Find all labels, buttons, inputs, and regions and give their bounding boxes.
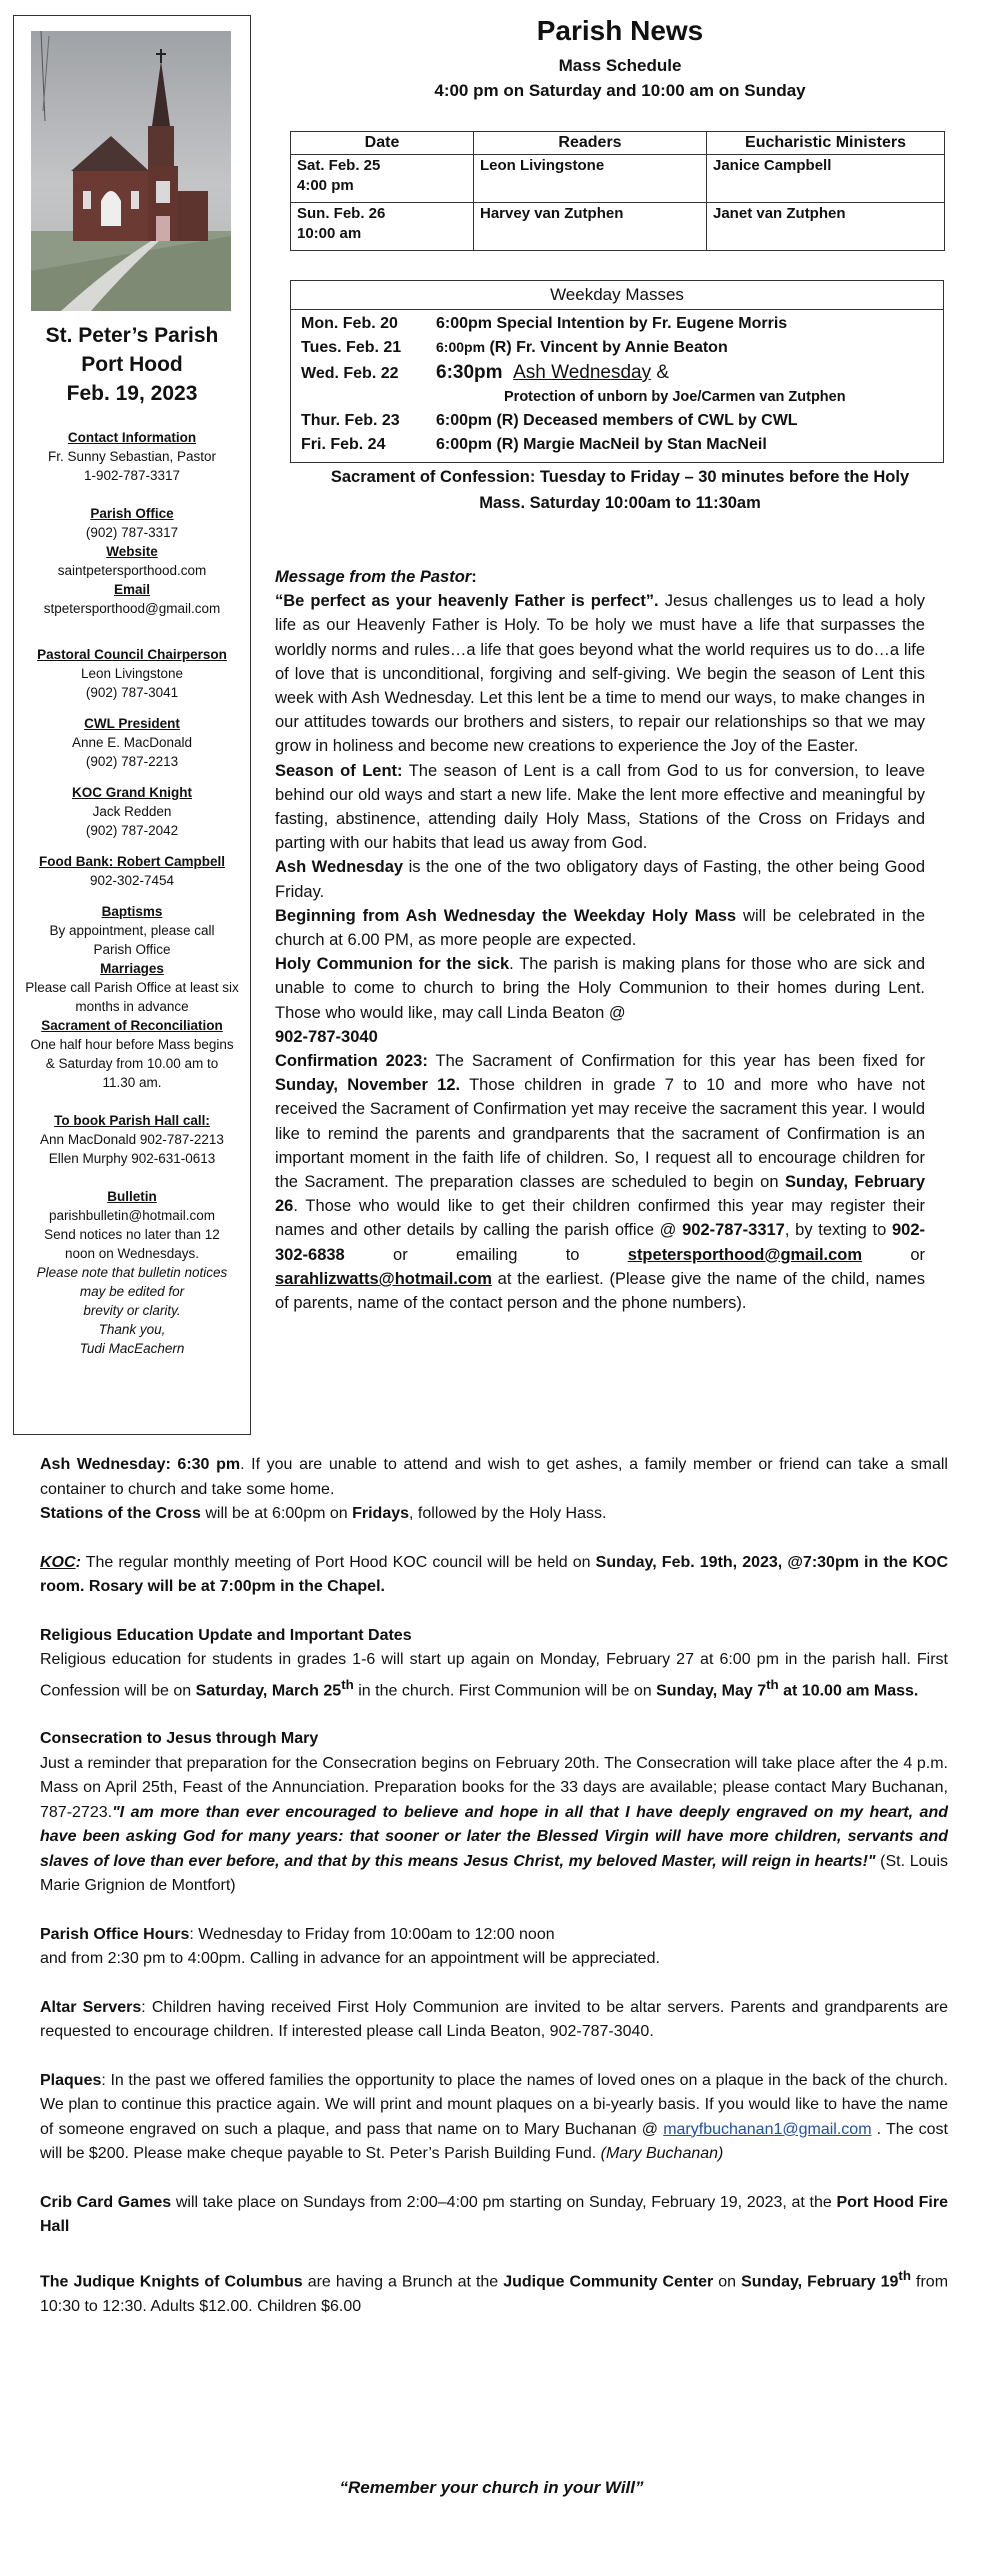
hall-line1: Ann MacDonald 902-787-2213 (40, 1132, 224, 1147)
ash-label: Ash Wednesday (275, 858, 404, 877)
pastor-quote: “Be perfect as your heavenly Father is perfect”. (275, 592, 659, 611)
date-cell (291, 155, 474, 203)
plaques-label: Plaques (40, 2071, 102, 2089)
baptisms-heading: Baptisms (101, 904, 163, 919)
mary-email-link[interactable]: maryfbuchanan1@gmail.com (663, 2120, 872, 2138)
judique-text: on (713, 2273, 742, 2291)
koc-meeting-time: Sunday, Feb. 19th, 2023, @7:30pm in the KOC room. Rosary will be at 7:00pm in the Chapel. (40, 1553, 948, 1595)
first-confession-date: Saturday, March 25 (195, 1681, 342, 1699)
website-heading: Website (106, 544, 158, 559)
weekday-intention-tail: & (651, 362, 670, 383)
cwl-name: Anne E. MacDonald (71, 735, 193, 750)
sidebar (13, 15, 251, 1435)
ordinal-suffix: th (341, 1676, 354, 1692)
communion-phone: 902-787-3040 (275, 1027, 378, 1046)
time-line: 4:00 pm (297, 177, 354, 194)
marriages-line1: Please call Parish Office at least six (25, 980, 239, 995)
cwl-heading: CWL President (84, 716, 180, 731)
office-phone-link[interactable]: 902-787-3317 (682, 1221, 785, 1240)
koc-label: KOC (40, 1553, 76, 1571)
weekday-date: Mon. Feb. 20 (301, 315, 398, 332)
office-hours-text-2: and from 2:30 pm to 4:00pm. Calling in advance for an appointment will be appreciated. (40, 1950, 660, 1968)
hall-line2: Ellen Murphy 902-631-0613 (48, 1151, 216, 1166)
office-hours-text: : Wednesday to Friday from 10:00am to 12:00 noon (189, 1925, 555, 1943)
text-phone-link[interactable]: 902-302-6838 (275, 1221, 925, 1264)
koc-heading: KOC Grand Knight (72, 785, 192, 800)
weekday-heading: Weekday Masses (291, 281, 943, 310)
parish-name-line2: Port Hood (81, 353, 183, 376)
email-heading: Email (113, 582, 151, 597)
office-phone: (902) 787-3317 (85, 525, 179, 540)
mass-schedule-subtitle (270, 53, 970, 103)
first-communion-time: at 10.00 am Mass. (778, 1681, 919, 1699)
food-bank-heading: Food Bank: Robert Campbell (38, 854, 225, 869)
weekday-row (301, 339, 728, 357)
confirmation-text: The Sacrament of Confirmation for this year has been fixed for (427, 1052, 926, 1071)
pastor-heading: Message from the Pastor (275, 568, 472, 586)
plaques-text: . The cost will be $200. Please make cheque payable to St. Peter’s Parish Building Fund. (40, 2120, 948, 2163)
confirmation-text: at the earliest. (Please give the name of the child, names of parents, name of the contact person and the phone numbers). (275, 1269, 925, 1313)
website-link[interactable]: saintpetersporthood.com (57, 563, 207, 578)
weekday-time: 6:30pm (436, 362, 503, 383)
plaques-signature: (Mary Buchanan) (600, 2145, 724, 2163)
confirmation-text: . Those who would like to get their children confirmed this year may register their names and other details by calling the parish office @ (275, 1197, 925, 1240)
announcements (40, 1453, 948, 2319)
ministers-cell: Janet van Zutphen (707, 203, 945, 251)
confession-line1: Sacrament of Confession: Tuesday to Friday – 30 minutes before the Holy (330, 468, 910, 486)
weekday-row (301, 315, 787, 333)
crib-label: Crib Card Games (40, 2193, 172, 2211)
lent-text: The season of Lent is a call from God to us for conversion, to leave behind our old ways and start a new life. Make the lent more effective and meaningful by fasting, abstinence, attending daily Holy Mass, Stations of the Cross on Fridays and parting with our habits that lead us away from God. (275, 761, 925, 853)
confirmation-text: , by texting to (784, 1221, 892, 1240)
page-title: Parish News (536, 15, 704, 46)
readers-cell: Leon Livingstone (474, 155, 707, 203)
consecration-heading: Consecration to Jesus through Mary (40, 1730, 319, 1748)
altar-servers-label: Altar Servers (40, 1998, 142, 2016)
quote-attribution: (St. Louis Marie Grignion de Montfort) (40, 1852, 949, 1895)
weekday-date: Fri. Feb. 24 (301, 436, 386, 453)
stations-day: Fridays (352, 1505, 410, 1522)
contact-phone: 1-902-787-3317 (83, 468, 181, 483)
weekday-intention: (R) Margie MacNeil by Stan MacNeil (492, 436, 767, 453)
crib-location: Port Hood Fire Hall (40, 2193, 948, 2236)
church-photo (31, 31, 231, 311)
koc-name: Jack Redden (92, 804, 172, 819)
confession-schedule (280, 464, 960, 516)
bulletin-signature: Tudi MacEachern (79, 1341, 185, 1356)
weekday-date: Tues. Feb. 21 (301, 339, 402, 356)
judique-text: from 10:30 to 12:30. Adults $12.00. Children $6.00 (40, 2273, 949, 2315)
table-row (291, 155, 945, 203)
bulletin-date: Feb. 19, 2023 (66, 382, 198, 405)
food-bank-phone: 902-302-7454 (89, 873, 175, 888)
weekday-date: Wed. Feb. 22 (301, 365, 399, 382)
religious-ed-text: in the church. First Communion will be on (353, 1681, 657, 1699)
bulletin-line2: noon on Wednesdays. (64, 1246, 200, 1261)
koc-phone: (902) 787-2042 (85, 823, 179, 838)
date-line: Sun. Feb. 26 (297, 205, 386, 222)
bulletin-line3: Please note that bulletin notices (36, 1265, 228, 1280)
judique-label: The Judique Knights of Columbus (40, 2273, 303, 2291)
koc-text: The regular monthly meeting of Port Hood KOC council will be held on (80, 1553, 596, 1571)
weekday-time: 6:00pm (436, 315, 493, 332)
weekday-time: 6:00pm (436, 412, 493, 429)
subtitle-line2: 4:00 pm on Saturday and 10:00 am on Sunday (434, 81, 806, 100)
bulletin-line1: Send notices no later than 12 (44, 1227, 220, 1242)
ministry-schedule-table (290, 131, 945, 251)
weekday-row (301, 412, 798, 430)
time-line: 10:00 am (297, 225, 362, 242)
judique-location: Judique Community Center (503, 2273, 714, 2291)
sidebar-contacts (14, 428, 250, 1358)
email-link[interactable]: stpetersporthood@gmail.com (43, 601, 221, 616)
weekday-time: 6:00pm (436, 339, 486, 355)
religious-ed-text: Religious education for students in grades 1-6 will start up again on Monday, February 27 at 6:00 pm in the parish hall. First Confession will be on (40, 1651, 948, 1699)
confirmation-text: or emailing to (344, 1245, 628, 1264)
bulletin-line6: Thank you, (98, 1322, 166, 1337)
date-cell (291, 203, 474, 251)
communion-label: Holy Communion for the sick (275, 955, 510, 974)
parish-name (14, 321, 250, 408)
confirmation-text: or (862, 1245, 926, 1264)
ash-text: is the one of the two obligatory days of Fasting, the other being Good Friday. (275, 858, 925, 901)
column-header: Readers (474, 132, 707, 155)
contact-heading: Contact Information (67, 430, 197, 445)
weekday-mass-label: Beginning from Ash Wednesday the Weekday Holy Mass (275, 906, 737, 925)
sarah-email-link[interactable]: sarahlizwatts@hotmail.com (275, 1269, 492, 1288)
consecration-text: Just a reminder that preparation for the Consecration begins on February 20th. The Consecration will take place after the 4 p.m. Mass on April 25th, Feast of the Annunciation. Preparation books for the 33 days are available; please contact Mary Buchanan, 787-2723. (40, 1754, 948, 1821)
weekday-intention: Special Intention by Fr. Eugene Morris (492, 315, 788, 332)
first-communion-date: Sunday, May 7 (656, 1681, 767, 1699)
pastor-heading-colon: : (471, 568, 477, 586)
council-phone: (902) 787-3041 (85, 685, 179, 700)
subtitle-line1: Mass Schedule (558, 56, 682, 75)
bulletin-line5: brevity or clarity. (83, 1303, 181, 1318)
reconciliation-heading: Sacrament of Reconciliation (41, 1018, 223, 1033)
stations-text: , followed by the Holy Hass. (409, 1505, 607, 1522)
judique-text: are having a Brunch at the (302, 2273, 504, 2291)
weekday-row (504, 389, 846, 405)
ordinal-suffix: th (898, 2267, 912, 2283)
confirmation-label: Confirmation 2023: (275, 1052, 428, 1071)
parish-name-line1: St. Peter’s Parish (45, 324, 219, 347)
marriages-line2: months in advance (75, 999, 189, 1014)
confession-line2: Mass. Saturday 10:00am to 11:30am (479, 494, 761, 512)
column-header: Date (291, 132, 474, 155)
readers-cell: Harvey van Zutphen (474, 203, 707, 251)
baptisms-line2: Parish Office (93, 942, 171, 957)
crib-text: will take place on Sundays from 2:00–4:00 pm starting on Sunday, February 19, 2023, at the (171, 2193, 837, 2211)
judique-date: Sunday, February 19 (741, 2273, 899, 2291)
ordinal-suffix: th (766, 1676, 779, 1692)
weekday-intention: (R) Deceased members of CWL by CWL (492, 412, 798, 429)
parish-email-link[interactable]: stpetersporthood@gmail.com (627, 1245, 863, 1264)
reconciliation-line3: 11.30 am. (102, 1075, 162, 1090)
consecration-quote: "I am more than ever encouraged to believe and hope in all that I have deeply engraved on my heart, and have been asking God for many years: that sooner or later the Blessed Virgin will have more children, servants and slaves of love than ever before, and that by this means Jesus Christ, my beloved Master, will reign in hearts!" (40, 1803, 948, 1870)
bulletin-line4: may be edited for (79, 1284, 185, 1299)
koc-colon: : (75, 1553, 81, 1571)
council-heading: Pastoral Council Chairperson (37, 647, 227, 662)
communion-text: . The parish is making plans for those who are sick and unable to come to church to bring the Holy Communion to their homes during Lent. Those who would like, may call Linda Beaton @ (275, 955, 925, 1022)
pastor-message (275, 565, 925, 1315)
ash-wednesday-label: Ash Wednesday (513, 362, 652, 383)
weekday-intention: Protection of unborn by Joe/Carmen van Zutphen (504, 389, 846, 405)
weekday-row (301, 436, 767, 454)
weekday-time: 6:00pm (436, 436, 493, 453)
weekday-masses-box (290, 280, 944, 463)
stations-label: Stations of the Cross (40, 1505, 201, 1522)
bulletin-email[interactable]: parishbulletin@hotmail.com (48, 1208, 216, 1223)
lent-label: Season of Lent: (275, 761, 403, 780)
office-hours-label: Parish Office Hours (40, 1925, 190, 1943)
ministers-cell: Janice Campbell (707, 155, 945, 203)
column-header: Eucharistic Ministers (707, 132, 945, 155)
reconciliation-line1: One half hour before Mass begins (30, 1037, 234, 1052)
table-header-row (291, 132, 945, 155)
bulletin-heading: Bulletin (107, 1189, 157, 1204)
baptisms-line1: By appointment, please call (49, 923, 215, 938)
office-heading: Parish Office (90, 506, 174, 521)
contact-pastor: Fr. Sunny Sebastian, Pastor (47, 449, 217, 464)
ash-wednesday-notice-label: Ash Wednesday: 6:30 pm (40, 1456, 241, 1473)
weekday-row (301, 362, 669, 384)
weekday-mass-text: will be celebrated in the church at 6.00 PM, as more people are expected. (275, 906, 925, 950)
reconciliation-line2: & Saturday from 10.00 am to (45, 1056, 219, 1071)
weekday-date: Thur. Feb. 23 (301, 412, 400, 429)
council-name: Leon Livingstone (80, 666, 184, 681)
confirmation-date: Sunday, November 12. (275, 1076, 461, 1095)
classes-date: Sunday, February 26 (275, 1173, 925, 1216)
ash-wednesday-notice-text: . If you are unable to attend and wish to get ashes, a family member or friend can take a small container to church and take some home. (40, 1456, 948, 1498)
pastor-paragraph: Jesus challenges us to lead a holy life as our Heavenly Father is Holy. To be holy we must have a life that surpasses the worldly norms and rules…a life that goes beyond what the world requires us to do…a life of love that is unconditional, forgiving and self-giving. We begin the season of Lent this week with Ash Wednesday. Let this lent be a time to mend our ways, to make changes in our attitudes towards our brothers and sisters, to repair our relationships so that we may grow in holiness and become new creations to experience the Joy of the Easter. (275, 592, 925, 756)
religious-ed-heading: Religious Education Update and Important Dates (40, 1626, 412, 1644)
table-row (291, 203, 945, 251)
cwl-phone: (902) 787-2213 (85, 754, 179, 769)
hall-heading: To book Parish Hall call: (54, 1113, 210, 1128)
date-line: Sat. Feb. 25 (297, 157, 381, 174)
confirmation-text: Those children in grade 7 to 10 and more who have not received the Sacrament of Confirmation yet may receive the sacrament this year. I would like to remind the parents and grandparents that the sacrament of Confirmation is an important moment in the faith life of children. So, I request all to encourage children for the Sacrament. The preparation classes are scheduled to begin on (275, 1076, 925, 1192)
altar-servers-text: : Children having received First Holy Communion are invited to be altar servers. Parents and grandparents are requested to encourage children. If interested please call Linda Beaton, 902-787-3040. (40, 1998, 948, 2041)
footer-tagline: “Remember your church in your Will” (339, 2478, 644, 2497)
marriages-heading: Marriages (100, 961, 164, 976)
weekday-intention: (R) Fr. Vincent by Annie Beaton (485, 339, 728, 356)
plaques-text: : In the past we offered families the opportunity to place the names of loved ones on a plaque in the back of the church. We plan to continue this practice again. We will print and mount plaques on a bi-yearly basis. If you would like to have the name of someone engraved on such a plaque, and pass that name on to Mary Buchanan @ (40, 2071, 948, 2138)
stations-text: will be at 6:00pm on (200, 1505, 353, 1522)
